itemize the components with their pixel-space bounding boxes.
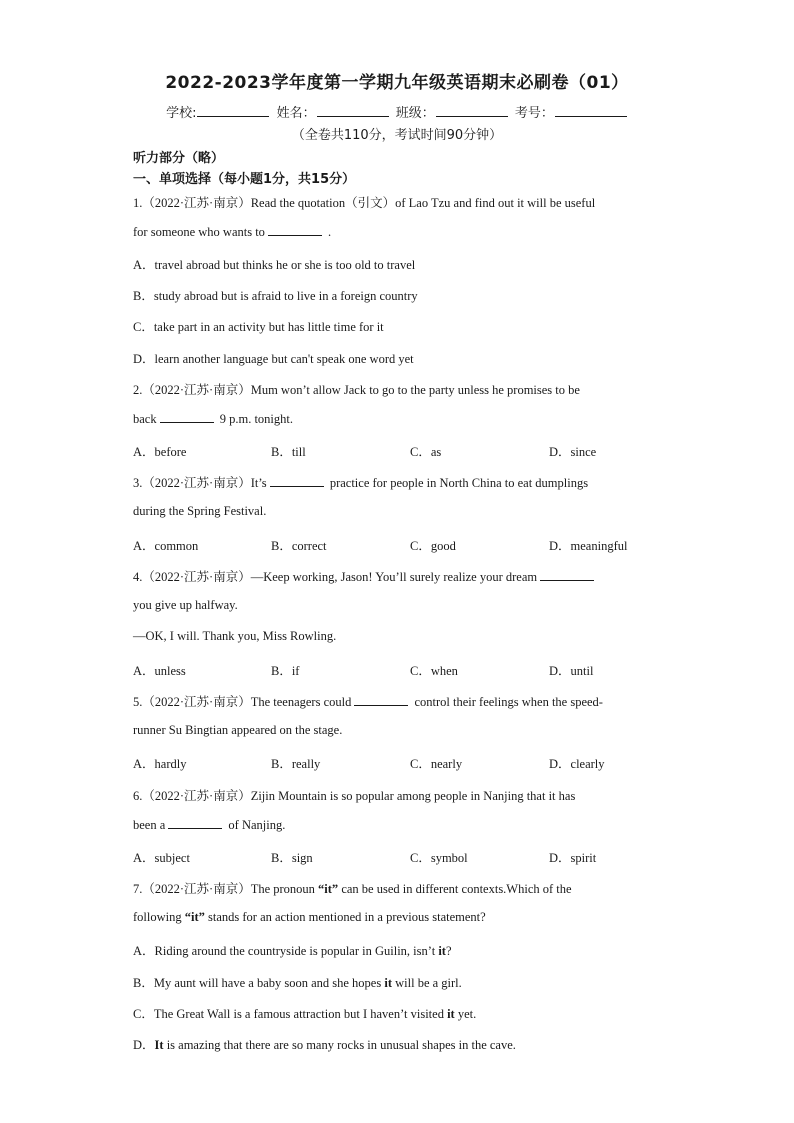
q6-line-1: 6.（2022·江苏·南京）Zijin Mountain is so popular among people in Nanjing that it has bbox=[133, 789, 576, 803]
q1-option-a[interactable]: A．travel abroad but thinks he or she is too old to travel bbox=[133, 258, 416, 272]
q7-option-d-tail: is amazing that there are so many rocks in unusual shapes in the cave. bbox=[163, 1038, 516, 1052]
q1-line-2 bbox=[133, 224, 331, 240]
q3-line-1 bbox=[133, 473, 588, 491]
q4-option-d[interactable]: D．until bbox=[549, 664, 594, 678]
school-blank[interactable] bbox=[197, 104, 269, 117]
exam-subtitle: （全卷共110分，考试时间90分钟） bbox=[291, 128, 503, 143]
exam-number-label: 考号： bbox=[514, 106, 554, 121]
q2-option-b[interactable]: B．till bbox=[271, 445, 306, 459]
q7-option-c-keyword: it bbox=[447, 1007, 455, 1021]
q5-option-c[interactable]: C．nearly bbox=[410, 757, 463, 771]
q5-option-b[interactable]: B．really bbox=[271, 757, 321, 771]
q1-option-b[interactable]: B．study abroad but is afraid to live in a foreign country bbox=[133, 289, 418, 303]
q7-option-c[interactable] bbox=[133, 1004, 476, 1022]
school-label: 学校: bbox=[166, 106, 197, 121]
q7-keyword-it-2: “it” bbox=[184, 910, 205, 924]
q7-option-d-head: D． bbox=[133, 1038, 155, 1052]
q6-line-2-head: been a bbox=[133, 818, 166, 832]
q4-answer-blank[interactable] bbox=[540, 569, 594, 581]
q6-line-2 bbox=[133, 817, 285, 833]
class-blank[interactable] bbox=[436, 104, 508, 117]
q6-line-2-tail: of Nanjing. bbox=[225, 818, 286, 832]
q5-option-d[interactable]: D．clearly bbox=[549, 757, 605, 771]
student-info-row bbox=[0, 102, 794, 121]
q2-option-a[interactable]: A．before bbox=[133, 445, 187, 459]
q3-option-b[interactable]: B．correct bbox=[271, 539, 327, 553]
q4-option-b[interactable]: B．if bbox=[271, 664, 300, 678]
q7-line-2 bbox=[133, 910, 486, 925]
q2-option-c[interactable]: C．as bbox=[410, 445, 442, 459]
q6-option-c[interactable]: C．symbol bbox=[410, 851, 468, 865]
q7-line-1-tail: can be used in different contexts.Which of the bbox=[338, 882, 572, 896]
q2-line-2-tail: 9 p.m. tonight. bbox=[216, 412, 294, 426]
q2-line-2-text: back bbox=[133, 412, 157, 426]
q4-line-1 bbox=[133, 567, 597, 585]
q7-option-b-head: B．My aunt will have a baby soon and she hopes bbox=[133, 976, 385, 990]
q5-line-1 bbox=[133, 692, 603, 710]
q7-option-a-head: A．Riding around the countryside is popular in Guilin, isn’t bbox=[133, 944, 439, 958]
q7-line-2-head: following bbox=[133, 910, 185, 924]
q3-option-d[interactable]: D．meaningful bbox=[549, 539, 628, 553]
q3-option-a[interactable]: A．common bbox=[133, 539, 199, 553]
q7-option-a-tail: ? bbox=[445, 944, 452, 958]
q2-answer-blank[interactable] bbox=[160, 411, 214, 423]
q1-answer-blank[interactable] bbox=[268, 224, 322, 236]
section-single-choice: 一、单项选择（每小题1分，共15分） bbox=[133, 172, 356, 187]
q7-line-1-head: 7.（2022·江苏·南京）The pronoun bbox=[133, 882, 319, 896]
q5-option-a[interactable]: A．hardly bbox=[133, 757, 187, 771]
q3-line-2: during the Spring Festival. bbox=[133, 504, 267, 518]
section-listening: 听力部分（略） bbox=[133, 151, 225, 166]
name-blank[interactable] bbox=[317, 104, 389, 117]
q6-option-a[interactable]: A．subject bbox=[133, 851, 190, 865]
q4-line-1-head: 4.（2022·江苏·南京）—Keep working, Jason! You’ll surely realize your dream bbox=[133, 570, 538, 584]
q5-line-1-tail: control their feelings when the speed- bbox=[411, 695, 603, 709]
q4-line-3: —OK, I will. Thank you, Miss Rowling. bbox=[133, 629, 337, 643]
q7-option-a[interactable] bbox=[133, 941, 452, 959]
q7-option-d[interactable] bbox=[133, 1035, 516, 1053]
q1-line-2-text: for someone who wants to bbox=[133, 225, 265, 239]
q7-option-b[interactable] bbox=[133, 973, 462, 991]
q3-line-1-head: 3.（2022·江苏·南京）It’s bbox=[133, 476, 267, 490]
q7-option-d-keyword: It bbox=[154, 1038, 164, 1052]
q2-line-1: 2.（2022·江苏·南京）Mum won’t allow Jack to go to the party unless he promises to be bbox=[133, 383, 580, 397]
q1-line-1: 1.（2022·江苏·南京）Read the quotation（引文）of Lao Tzu and find out it will be useful bbox=[133, 196, 596, 210]
class-label: 班级： bbox=[395, 106, 435, 121]
q6-option-b[interactable]: B．sign bbox=[271, 851, 313, 865]
q7-option-b-tail: will be a girl. bbox=[392, 976, 462, 990]
q3-option-c[interactable]: C．good bbox=[410, 539, 456, 553]
q3-answer-blank[interactable] bbox=[270, 475, 324, 487]
q7-option-a-keyword: it bbox=[438, 944, 446, 958]
q5-line-2: runner Su Bingtian appeared on the stage. bbox=[133, 723, 343, 737]
q2-option-d[interactable]: D．since bbox=[549, 445, 597, 459]
q5-answer-blank[interactable] bbox=[354, 694, 408, 706]
q2-line-2 bbox=[133, 411, 293, 427]
q1-line-2-tail: . bbox=[324, 225, 332, 239]
page-title: 2022-2023学年度第一学期九年级英语期末必刷卷（01） bbox=[165, 73, 629, 93]
q7-option-c-head: C．The Great Wall is a famous attraction but I haven’t visited bbox=[133, 1007, 448, 1021]
name-label: 姓名： bbox=[276, 106, 316, 121]
q5-line-1-head: 5.（2022·江苏·南京）The teenagers could bbox=[133, 695, 352, 709]
q1-option-c[interactable]: C．take part in an activity but has little time for it bbox=[133, 320, 384, 334]
q7-keyword-it: “it” bbox=[318, 882, 339, 896]
q7-line-2-tail: stands for an action mentioned in a previous statement? bbox=[204, 910, 486, 924]
q6-option-d[interactable]: D．spirit bbox=[549, 851, 597, 865]
q4-option-c[interactable]: C．when bbox=[410, 664, 458, 678]
q1-option-d[interactable]: D．learn another language but can't speak one word yet bbox=[133, 352, 414, 366]
q7-option-c-tail: yet. bbox=[454, 1007, 477, 1021]
exam-number-blank[interactable] bbox=[555, 104, 627, 117]
q3-line-1-tail: practice for people in North China to eat dumplings bbox=[326, 476, 589, 490]
q4-line-2: you give up halfway. bbox=[133, 598, 238, 612]
q6-answer-blank[interactable] bbox=[168, 817, 222, 829]
q7-line-1 bbox=[133, 879, 572, 897]
q7-option-b-keyword: it bbox=[384, 976, 392, 990]
q4-option-a[interactable]: A．unless bbox=[133, 664, 186, 678]
